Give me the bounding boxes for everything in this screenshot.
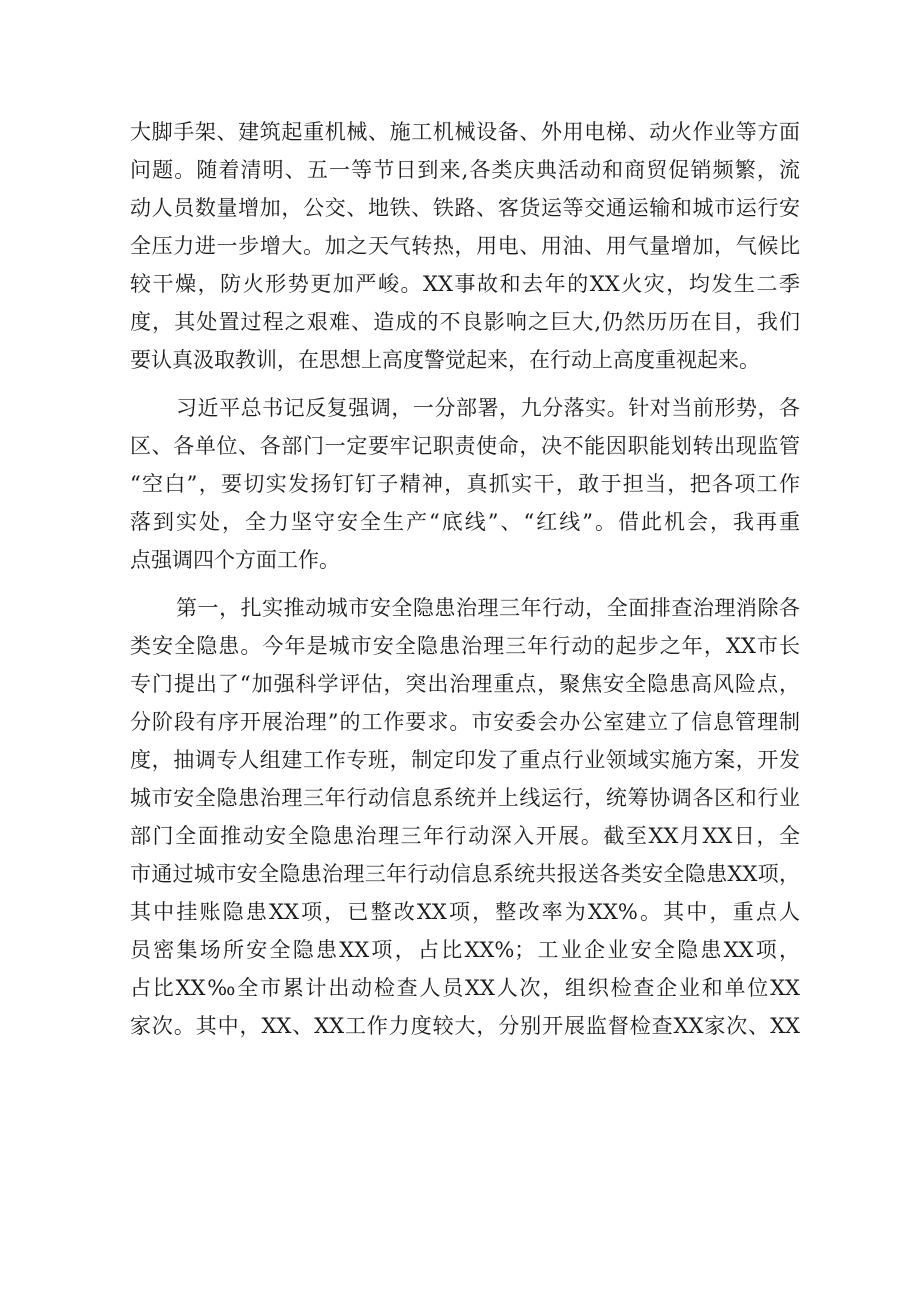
text-line: 家次。其中，XX、XX工作力度较大，分别开展监督检查XX家次、XX [130, 1014, 800, 1038]
text-line: 点强调四个方面工作。 [130, 548, 340, 572]
text-line: 要认真汲取教训，在思想上高度警觉起来，在行动上高度重视起来。 [130, 348, 760, 372]
text-line: 分阶段有序开展治理”的工作要求。市安委会办公室建立了信息管理制 [130, 710, 800, 734]
text-line: 城市安全隐患治理三年行动信息系统并上线运行，统筹协调各区和行业 [130, 786, 800, 810]
paragraph-first-line: 第一，扎实推动城市安全隐患治理三年行动，全面排查治理消除各 [176, 596, 800, 620]
text-line: 较干燥，防火形势更加严峻。XX事故和去年的XX火灾，均发生二季 [130, 272, 800, 296]
text-line: 问题。随着清明、五一等节日到来,各类庆典活动和商贸促销频繁，流 [130, 158, 800, 182]
text-line: 部门全面推动安全隐患治理三年行动深入开展。截至XX月XX日，全 [130, 824, 800, 848]
text-line: 动人员数量增加，公交、地铁、铁路、客货运等交通运输和城市运行安 [130, 196, 800, 220]
text-line: 落到实处，全力坚守安全生产“底线”、“红线”。借此机会，我再重 [130, 510, 800, 534]
text-line: 占比XX‰全市累计出动检查人员XX人次，组织检查企业和单位XX [130, 976, 800, 1000]
text-line: “空白”，要切实发扬钉钉子精神，真抓实干，敢于担当，把各项工作 [130, 472, 800, 496]
text-line: 其中挂账隐患XX项，已整改XX项，整改率为XX%。其中，重点人 [130, 900, 800, 924]
text-line: 专门提出了“加强科学评估，突出治理重点，聚焦安全隐患高风险点， [130, 672, 800, 696]
text-line: 类安全隐患。今年是城市安全隐患治理三年行动的起步之年，XX市长 [130, 634, 800, 658]
paragraph-first-line: 习近平总书记反复强调，一分部署，九分落实。针对当前形势，各 [176, 396, 800, 420]
text-line: 员密集场所安全隐患XX项，占比XX%；工业企业安全隐患XX项， [130, 938, 800, 962]
text-line: 度，其处置过程之艰难、造成的不良影响之巨大,仍然历历在目，我们 [130, 310, 800, 334]
text-line: 市通过城市安全隐患治理三年行动信息系统共报送各类安全隐患XX项， [130, 862, 800, 886]
text-line: 区、各单位、各部门一定要牢记职责使命，决不能因职能划转出现监管 [130, 434, 800, 458]
text-line: 度，抽调专人组建工作专班，制定印发了重点行业领域实施方案，开发 [130, 748, 800, 772]
text-line: 大脚手架、建筑起重机械、施工机械设备、外用电梯、动火作业等方面 [130, 120, 800, 144]
text-line: 全压力进一步增大。加之天气转热，用电、用油、用气量增加，气候比 [130, 234, 800, 258]
